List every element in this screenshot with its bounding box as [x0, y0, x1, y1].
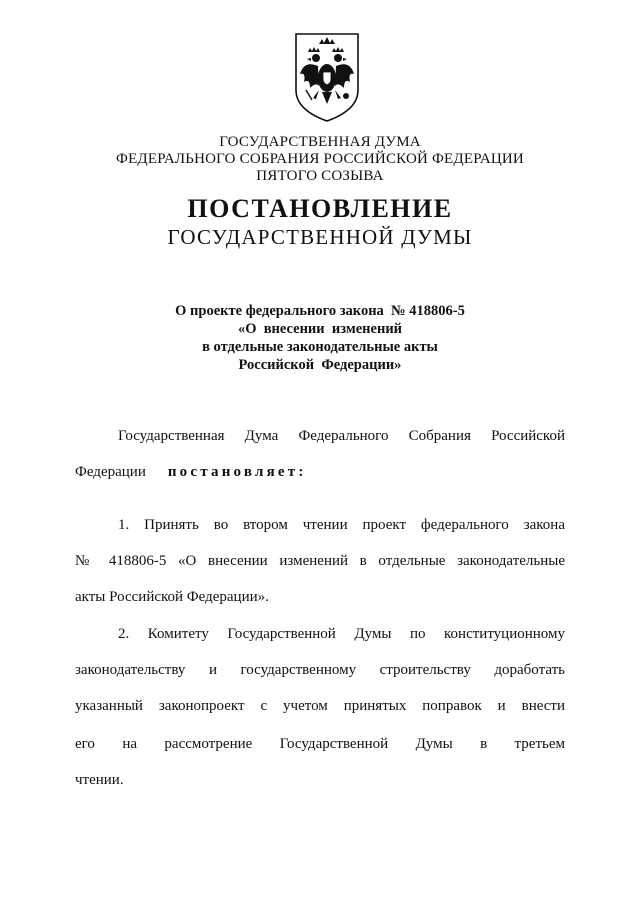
subject-line-1: О проекте федерального закона № 418806-5 [175, 303, 465, 319]
header-line-state-duma: ГОСУДАРСТВЕННАЯ ДУМА [219, 134, 421, 150]
document-type-title: ПОСТАНОВЛЕНИЕ [187, 194, 453, 223]
intro-line-1 [118, 427, 565, 445]
paragraph-1-line-1: 1. Принять во втором чтении проект федерального закона [118, 517, 565, 533]
subject-line-3: в отдельные законодательные акты [202, 339, 438, 355]
intro-word: Федерации [75, 464, 146, 480]
paragraph-2-line-1: 2. Комитету Государственной Думы по конституционному [118, 626, 565, 642]
coat-of-arms-icon [292, 30, 362, 124]
paragraph-2-line-3: указанный законопроект с учетом принятых поправок и внести [75, 698, 565, 714]
header-line-convocation: ПЯТОГО СОЗЫВА [256, 168, 384, 184]
paragraph-2-line-2: законодательству и государственному строительству доработать [75, 662, 565, 678]
subject-line-4: Российской Федерации» [238, 357, 402, 373]
paragraph-1-line-2: № 418806-5 «О внесении изменений в отдельные законодательные [75, 553, 565, 569]
paragraph-1-line-3: акты Российской Федерации». [75, 589, 269, 605]
intro-line-2 [75, 463, 565, 481]
paragraph-2-line-4: его на рассмотрение Государственной Думы в третьем [75, 736, 565, 752]
paragraph-2-line-5: чтении. [75, 772, 124, 788]
subject-line-2: «О внесении изменений [237, 321, 403, 337]
document-issuer-title: ГОСУДАРСТВЕННОЙ ДУМЫ [167, 225, 473, 249]
intro-line-1-text: Государственная Дума Федерального Собрания Российской [118, 428, 565, 444]
resolution-verb: постановляет: [167, 464, 307, 480]
header-line-federal-assembly: ФЕДЕРАЛЬНОГО СОБРАНИЯ РОССИЙСКОЙ ФЕДЕРАЦИИ [116, 151, 524, 167]
